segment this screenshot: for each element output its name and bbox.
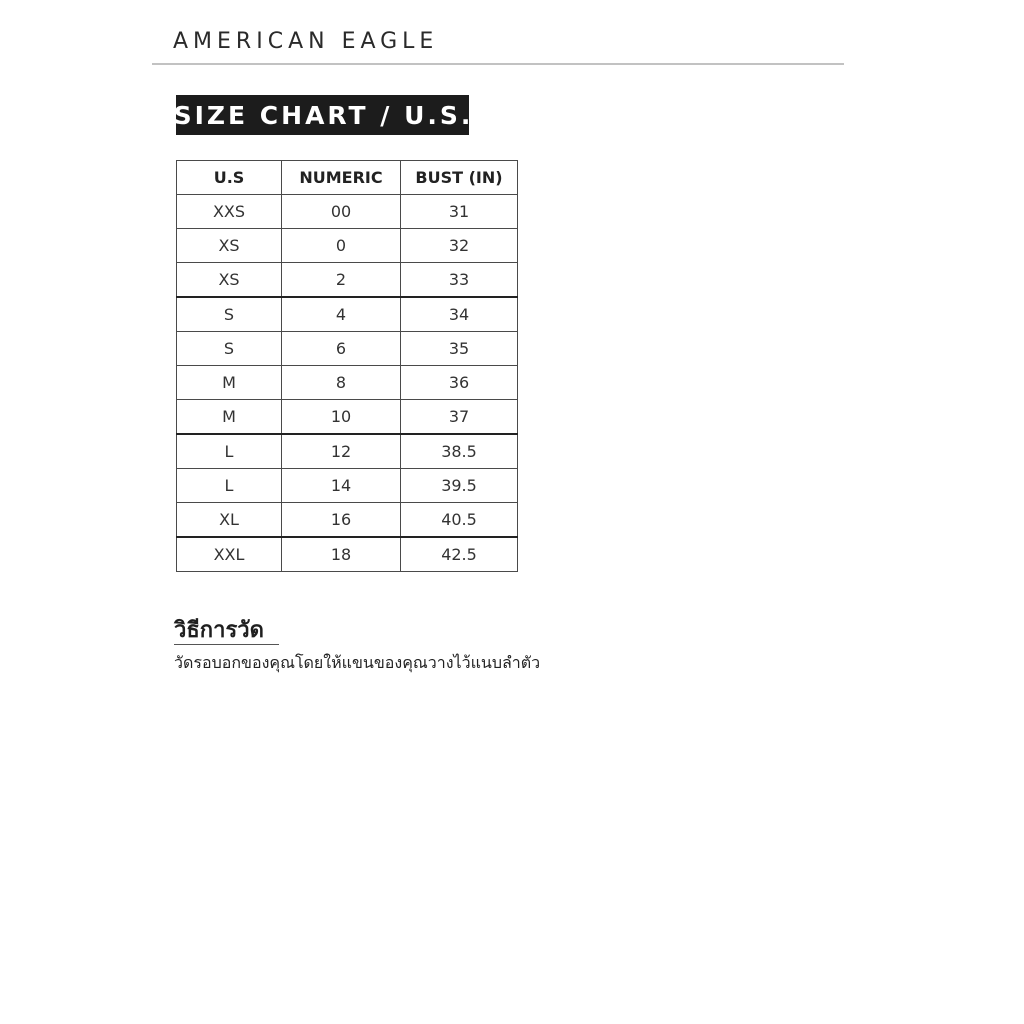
cell-numeric-size: 2 (282, 263, 401, 298)
cell-numeric-size: 18 (282, 537, 401, 572)
cell-us-size: L (177, 434, 282, 469)
cell-us-size: M (177, 400, 282, 435)
table-row (177, 400, 518, 435)
table-row (177, 366, 518, 400)
how-to-measure-heading: วิธีการวัด (174, 618, 264, 643)
cell-bust: 39.5 (401, 469, 518, 503)
table-row (177, 195, 518, 229)
column-header-numeric: NUMERIC (282, 161, 401, 195)
cell-us-size: S (177, 297, 282, 332)
cell-bust: 37 (401, 400, 518, 435)
table-header-row (177, 161, 518, 195)
cell-bust: 35 (401, 332, 518, 366)
cell-bust: 32 (401, 229, 518, 263)
cell-numeric-size: 6 (282, 332, 401, 366)
header-divider (152, 63, 844, 65)
cell-numeric-size: 4 (282, 297, 401, 332)
cell-bust: 40.5 (401, 503, 518, 538)
size-chart-table (176, 160, 518, 572)
table-row (177, 229, 518, 263)
table-row (177, 469, 518, 503)
cell-numeric-size: 10 (282, 400, 401, 435)
cell-us-size: XXL (177, 537, 282, 572)
cell-us-size: XL (177, 503, 282, 538)
cell-numeric-size: 0 (282, 229, 401, 263)
cell-bust: 42.5 (401, 537, 518, 572)
how-to-measure-instructions: วัดรอบอกของคุณโดยให้แขนของคุณวางไว้แนบลำตัว (174, 653, 541, 672)
cell-bust: 38.5 (401, 434, 518, 469)
cell-numeric-size: 8 (282, 366, 401, 400)
table-row (177, 503, 518, 538)
heading-underline (174, 644, 279, 645)
cell-us-size: XXS (177, 195, 282, 229)
cell-us-size: M (177, 366, 282, 400)
cell-us-size: XS (177, 263, 282, 298)
cell-us-size: S (177, 332, 282, 366)
cell-bust: 33 (401, 263, 518, 298)
table-row (177, 297, 518, 332)
cell-us-size: XS (177, 229, 282, 263)
cell-numeric-size: 12 (282, 434, 401, 469)
cell-us-size: L (177, 469, 282, 503)
column-header-us: U.S (177, 161, 282, 195)
cell-bust: 34 (401, 297, 518, 332)
table-row (177, 263, 518, 298)
brand-logo-text: AMERICAN EAGLE (173, 29, 439, 54)
cell-bust: 31 (401, 195, 518, 229)
column-header-bust: BUST (IN) (401, 161, 518, 195)
cell-numeric-size: 00 (282, 195, 401, 229)
cell-numeric-size: 16 (282, 503, 401, 538)
table-row (177, 434, 518, 469)
table-row (177, 332, 518, 366)
size-chart-title: SIZE CHART / U.S. (176, 95, 469, 135)
cell-bust: 36 (401, 366, 518, 400)
cell-numeric-size: 14 (282, 469, 401, 503)
table-row (177, 537, 518, 572)
